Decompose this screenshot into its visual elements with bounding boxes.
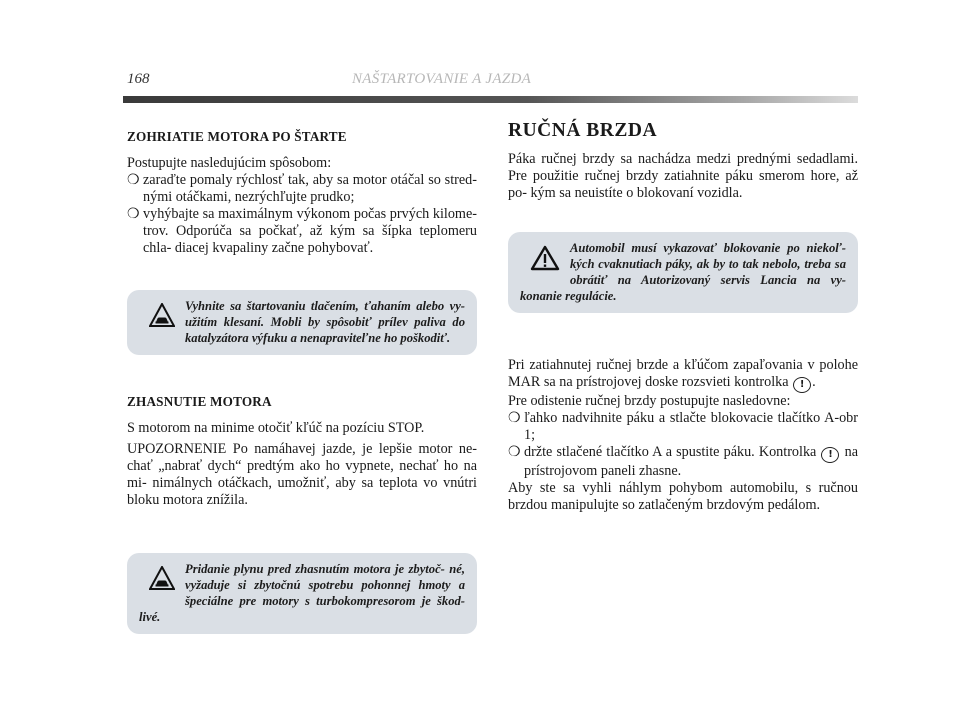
warning-triangle-icon	[530, 245, 560, 275]
bullet-icon: ❍	[508, 444, 521, 460]
warning-text: Vyhnite sa štartovaniu tlačením, ťahaním alebo vy- užitím klesaní. Mobli by spôsobiť prílev paliva do katalyzátora výfuku a nenapraviteľne ho poškodiť.	[185, 299, 465, 345]
list-item-text-end: na prístrojovom paneli zhasne.	[524, 444, 859, 479]
list-item-text: držte stlačené tlačítko A a spustite páku. Kontrolka	[524, 444, 817, 460]
handbrake-p2-end: .	[812, 374, 816, 390]
left-column	[127, 128, 477, 634]
list-item-text: vyhýbajte sa maximálnym výkonom počas prvých kilome- trov. Odporúča sa počkať, až kým sa šípka teplomeru chla- diacej kvapaliny začne pohybovať.	[143, 206, 477, 256]
section-heading-warmup: ZOHRIATIE MOTORA PO ŠTARTE	[127, 129, 347, 144]
list-item	[127, 172, 477, 206]
handbrake-p4: Aby ste sa vyhli náhlym pohybom automobilu, s ručnou brzdou manipulujte so zatlačeným brzdovým pedálom.	[508, 480, 858, 513]
page-number: 168	[127, 71, 150, 87]
section-heading-shutdown: ZHASNUTIE MOTORA	[127, 394, 272, 409]
list-item	[127, 206, 477, 257]
running-header: NAŠTARTOVANIE A JAZDA	[352, 71, 532, 87]
handbrake-p2	[508, 357, 858, 393]
handbrake-p1: Páka ručnej brzdy sa nachádza medzi prednými sedadlami. Pre použitie ručnej brzdy zatiahnite páku smerom hore, až po- kým sa neuistíte o blokovaní vozidla.	[508, 151, 858, 201]
warmup-list	[127, 172, 477, 257]
warning-text: Automobil musí vykazovať blokovanie po niekoľ- kých cvaknutiach páky, ak by to tak nebolo, treba sa obrátiť na Autorizovaný servis Lancia na vy- konanie regulácie.	[520, 241, 846, 303]
warning-box-start	[127, 290, 477, 355]
warning-text: Pridanie plynu pred zhasnutím motora je zbytoč- né, vyžaduje si zbytočnú spotrebu pohonnej hmoty a špeciálne pre motory s turbokompresorom je škod- livé.	[139, 562, 465, 624]
handbrake-p3: Pre odistenie ručnej brzdy postupujte nasledovne:	[508, 393, 791, 409]
brake-warning-lamp-icon: !	[821, 447, 839, 463]
brake-warning-lamp-icon: !	[793, 377, 811, 393]
list-item-text: zaraďte pomaly rýchlosť tak, aby sa motor otáčal so stred- nými otáčkami, nezrýchľujte prudko;	[143, 172, 477, 205]
car-warning-icon	[149, 303, 175, 331]
bullet-icon: ❍	[508, 410, 521, 426]
shutdown-p2: UPOZORNENIE Po namáhavej jazde, je lepšie motor ne- chať „nabrať dych“ predtým ako ho vypnete, nechať ho na mi- nimálnych otáčkach, umožniť, aby sa teplota vo vnútri bloku motora znížila.	[127, 441, 477, 508]
right-column	[508, 122, 858, 514]
car-warning-icon	[149, 566, 175, 594]
warmup-intro: Postupujte nasledujúcim spôsobom:	[127, 155, 332, 171]
warning-box-handbrake	[508, 232, 858, 313]
bullet-icon: ❍	[127, 172, 140, 188]
bullet-icon: ❍	[127, 206, 140, 222]
header-rule	[123, 96, 858, 103]
shutdown-p1: S motorom na minime otočiť kľúč na pozíciu STOP.	[127, 420, 425, 436]
list-item	[508, 410, 858, 444]
list-item-text: ľahko nadvihnite páku a stlačte blokovacie tlačítko A-obr 1;	[524, 410, 858, 443]
warning-box-throttle	[127, 553, 477, 634]
handbrake-p2-text: Pri zatiahnutej ručnej brzde a kľúčom zapaľovania v polohe MAR sa na prístrojovej doske rozsvieti kontrolka	[508, 357, 858, 390]
section-heading-handbrake: RUČNÁ BRZDA	[508, 120, 658, 141]
release-list	[508, 410, 858, 480]
list-item	[508, 444, 858, 480]
